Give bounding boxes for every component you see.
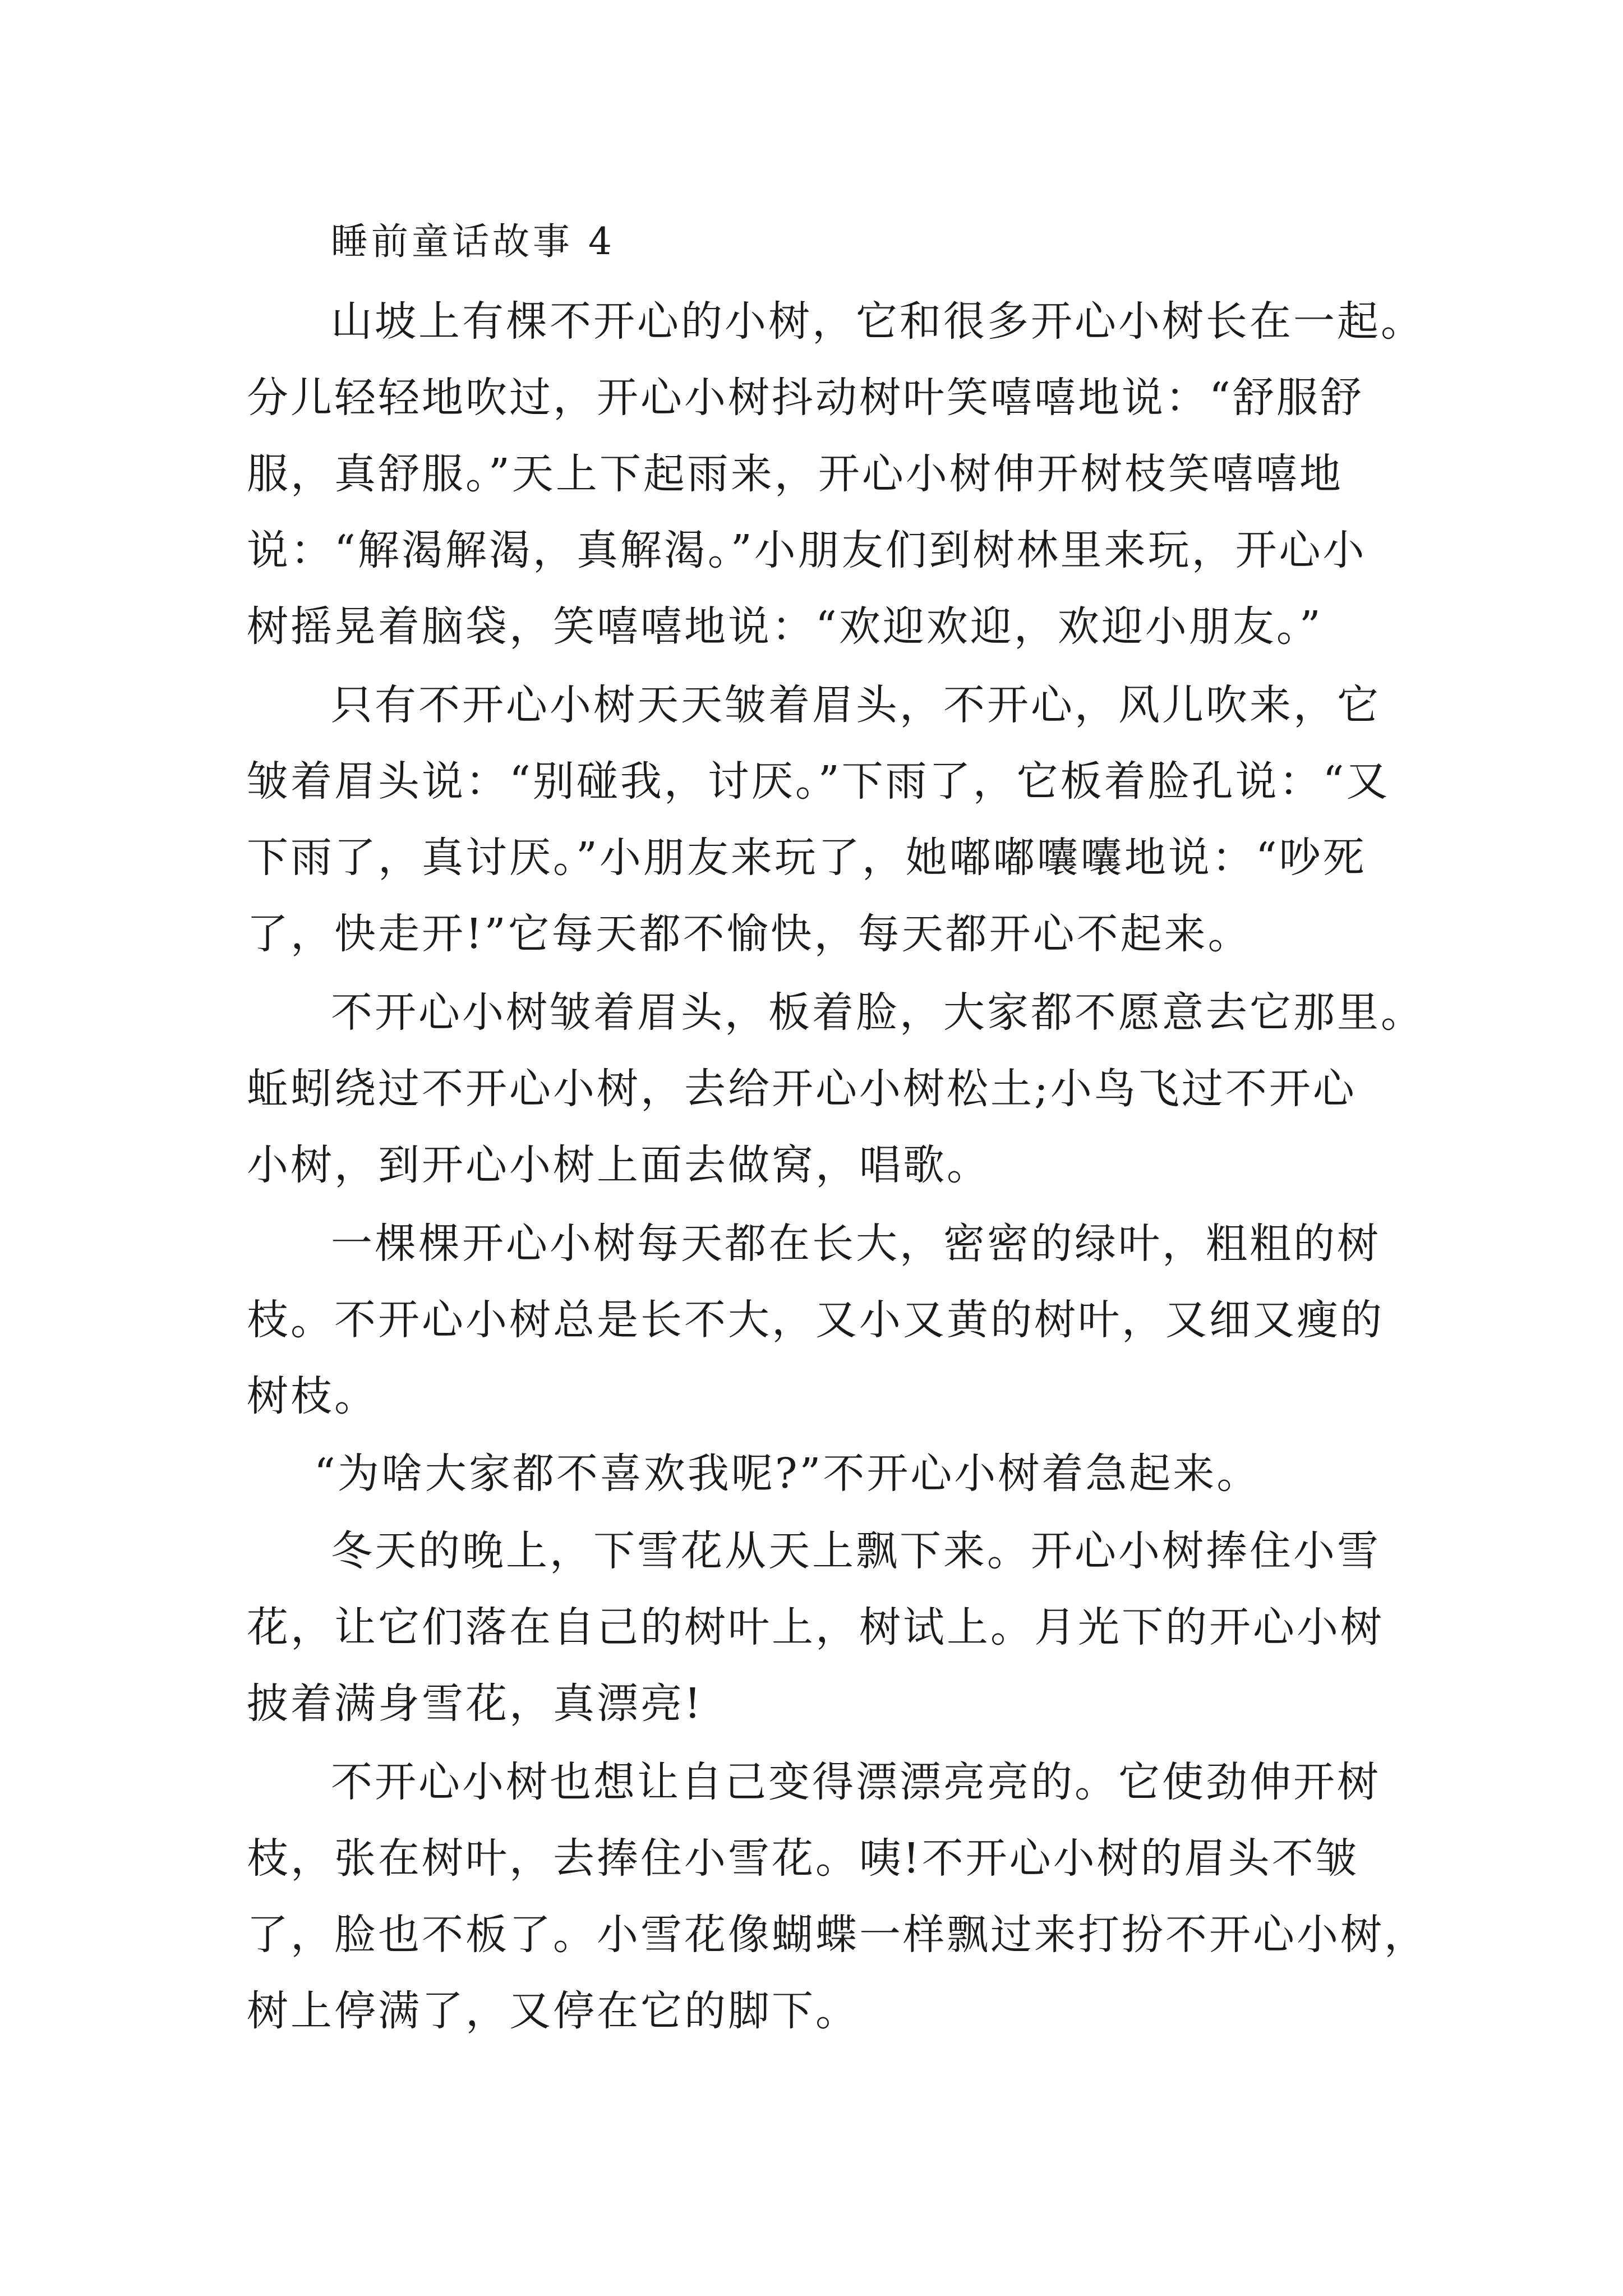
paragraph-2-line-3: 下雨了，真讨厌。”小朋友来玩了，她嘟嘟囔囔地说：“吵死 bbox=[247, 834, 1367, 882]
paragraph-4-line-3: 树枝。 bbox=[247, 1372, 378, 1420]
paragraph-2-line-2: 皱着眉头说：“别碰我，讨厌。”下雨了，它板着脸孔说：“又 bbox=[247, 757, 1390, 806]
paragraph-5-line-1: “为啥大家都不喜欢我呢?”不开心小树着急起来。 bbox=[314, 1450, 1261, 1498]
paragraph-1-line-5: 树摇晃着脑袋，笑嘻嘻地说：“欢迎欢迎，欢迎小朋友。” bbox=[247, 602, 1323, 651]
paragraph-4-line-1: 一棵棵开心小树每天都在长大，密密的绿叶，粗粗的树 bbox=[331, 1220, 1381, 1268]
paragraph-6-line-3: 披着满身雪花，真漂亮! bbox=[247, 1680, 703, 1728]
paragraph-1-line-4: 说：“解渴解渴，真解渴。”小朋友们到树林里来玩，开心小 bbox=[247, 526, 1367, 574]
paragraph-4-line-2: 枝。不开心小树总是长不大，又小又黄的树叶，又细又瘦的 bbox=[247, 1296, 1384, 1344]
paragraph-3-line-3: 小树，到开心小树上面去做窝，唱歌。 bbox=[247, 1141, 990, 1189]
paragraph-3-line-1: 不开心小树皱着眉头，板着脸，大家都不愿意去它那里。 bbox=[331, 988, 1424, 1037]
paragraph-3-line-2: 蚯蚓绕过不开心小树，去给开心小树松土;小鸟飞过不开心 bbox=[247, 1065, 1357, 1113]
paragraph-1-line-1: 山坡上有棵不开心的小树，它和很多开心小树长在一起。 bbox=[331, 297, 1424, 346]
paragraph-1-line-3: 服，真舒服。”天上下起雨来，开心小树伸开树枝笑嘻嘻地 bbox=[247, 450, 1343, 498]
paragraph-7-line-3: 了，脸也不板了。小雪花像蝴蝶一样飘过来打扮不开心小树， bbox=[247, 1911, 1428, 1959]
document-title: 睡前童话故事 4 bbox=[331, 220, 615, 263]
paragraph-7-line-4: 树上停满了，又停在它的脚下。 bbox=[247, 1987, 859, 2035]
paragraph-7-line-2: 枝，张在树叶，去捧住小雪花。咦!不开心小树的眉头不皱 bbox=[247, 1834, 1359, 1883]
paragraph-6-line-2: 花，让它们落在自己的树叶上，树试上。月光下的开心小树 bbox=[247, 1603, 1384, 1651]
paragraph-6-line-1: 冬天的晚上，下雪花从天上飘下来。开心小树捧住小雪 bbox=[331, 1527, 1381, 1575]
paragraph-2-line-1: 只有不开心小树天天皱着眉头，不开心，风儿吹来，它 bbox=[331, 681, 1381, 729]
paragraph-1-line-2: 分儿轻轻地吹过，开心小树抖动树叶笑嘻嘻地说：“舒服舒 bbox=[247, 374, 1364, 422]
paragraph-7-line-1: 不开心小树也想让自己变得漂漂亮亮的。它使劲伸开树 bbox=[331, 1758, 1381, 1806]
paragraph-2-line-4: 了，快走开!”它每天都不愉快，每天都开心不起来。 bbox=[247, 910, 1252, 958]
